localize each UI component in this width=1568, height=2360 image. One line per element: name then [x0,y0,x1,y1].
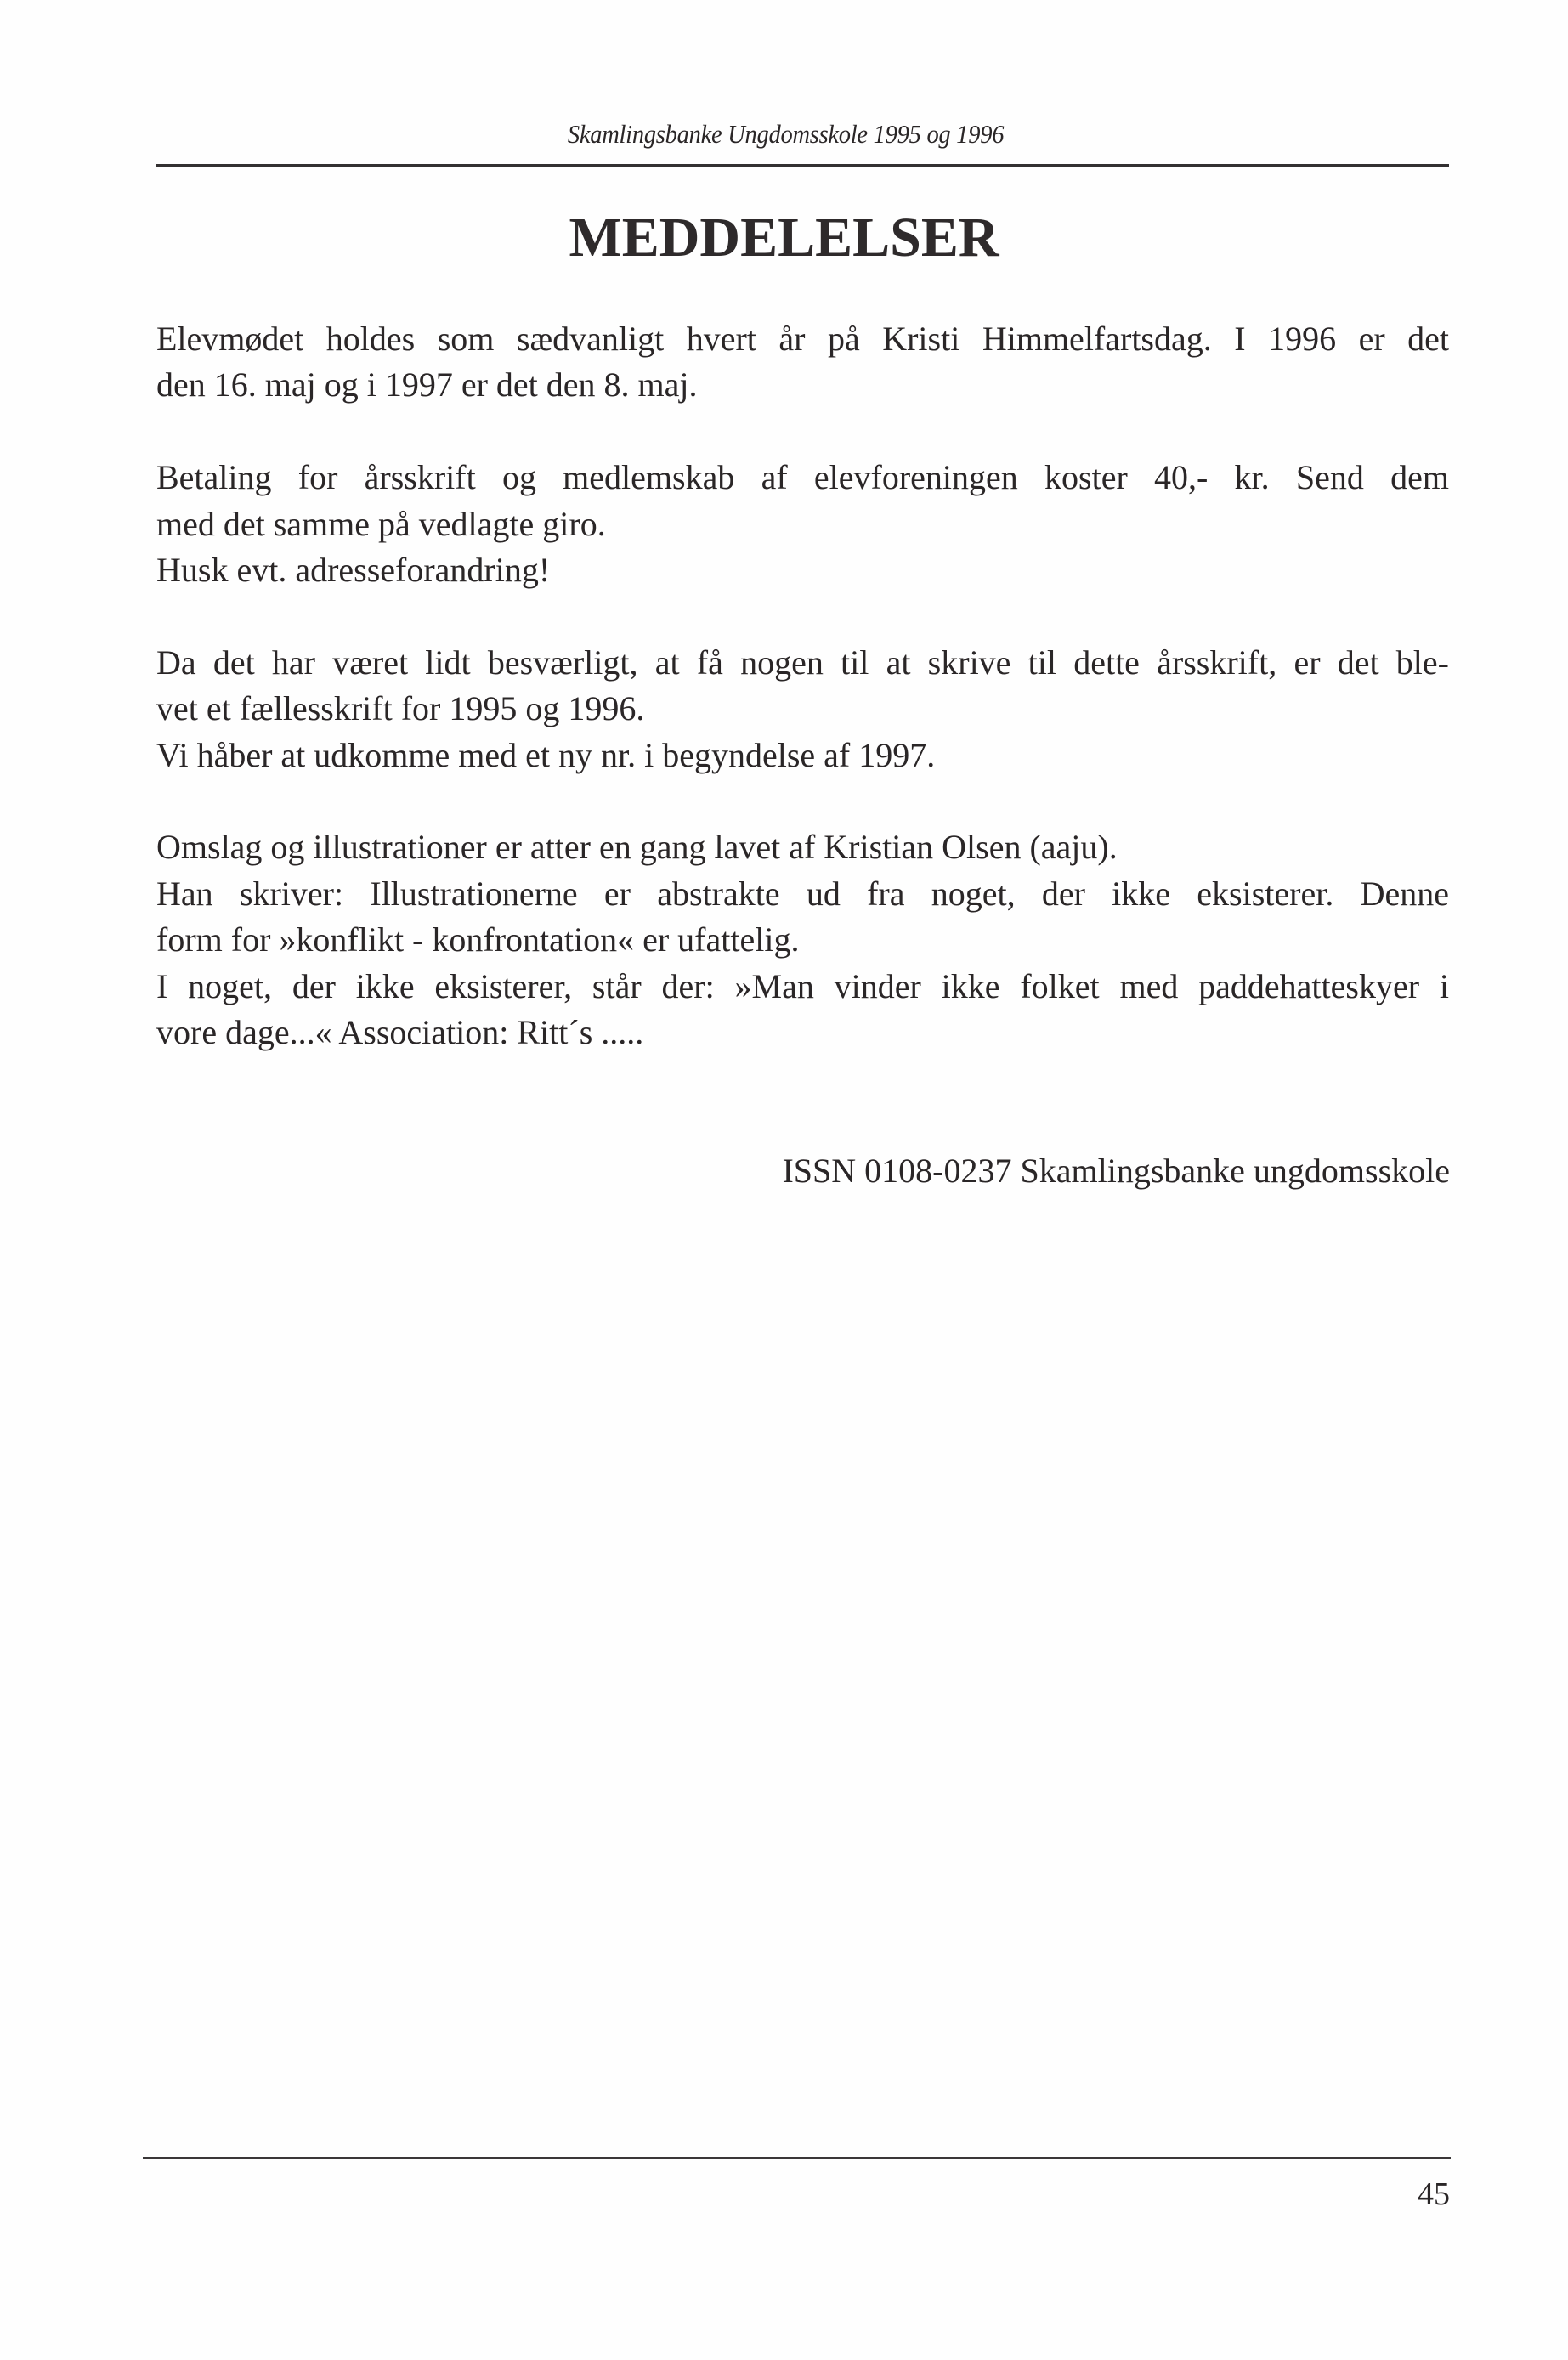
text-line: Vi håber at udkomme med et ny nr. i begyndelse af 1997. [156,735,936,774]
body-text [156,316,1449,1102]
footer-divider [143,2157,1451,2159]
page-title: MEDDELELSER [569,207,999,269]
text-line: Han skriver: Illustrationerne er abstrakte ud fra noget, der ikke eksisterer. Denne [156,874,1449,913]
header-divider [156,164,1449,167]
text-line: Betaling for årsskrift og medlemskab af elevforeningen koster 40,- kr. Send dem [156,458,1449,497]
issn-line: ISSN 0108-0237 Skamlingsbanke ungdomsskole [782,1152,1450,1190]
text-line: Husk evt. adresseforandring! [156,551,551,590]
text-line: Elevmødet holdes som sædvanligt hvert år på Kristi Himmelfartsdag. I 1996 er det [156,320,1449,358]
paragraph-illustrationer [156,824,1449,1055]
text-line: vore dage...« Association: Ritt´s ..... [156,1013,644,1052]
text-line: vet et fællesskrift for 1995 og 1996. [156,689,645,728]
paragraph-elevmode [156,316,1449,409]
text-line: med det samme på vedlagte giro. [156,504,606,543]
text-line: Da det har været lidt besværligt, at få nogen til at skrive til dette årsskrift, er det ble- [156,642,1449,682]
paragraph-faellesskrift [156,640,1449,778]
page-number: 45 [1418,2176,1450,2212]
paragraph-betaling [156,455,1449,593]
running-header: Skamlingsbanke Ungdomsskole 1995 og 1996 [567,119,1005,149]
text-line: den 16. maj og i 1997 er det den 8. maj. [156,365,698,405]
text-line: form for »konflikt - konfrontation« er ufattelig. [156,920,800,959]
text-line: I noget, der ikke eksisterer, står der: »Man vinder ikke folket med paddehatteskyer i [156,966,1449,1005]
text-line: Omslag og illustrationer er atter en gang lavet af Kristian Olsen (aaju). [156,828,1118,867]
